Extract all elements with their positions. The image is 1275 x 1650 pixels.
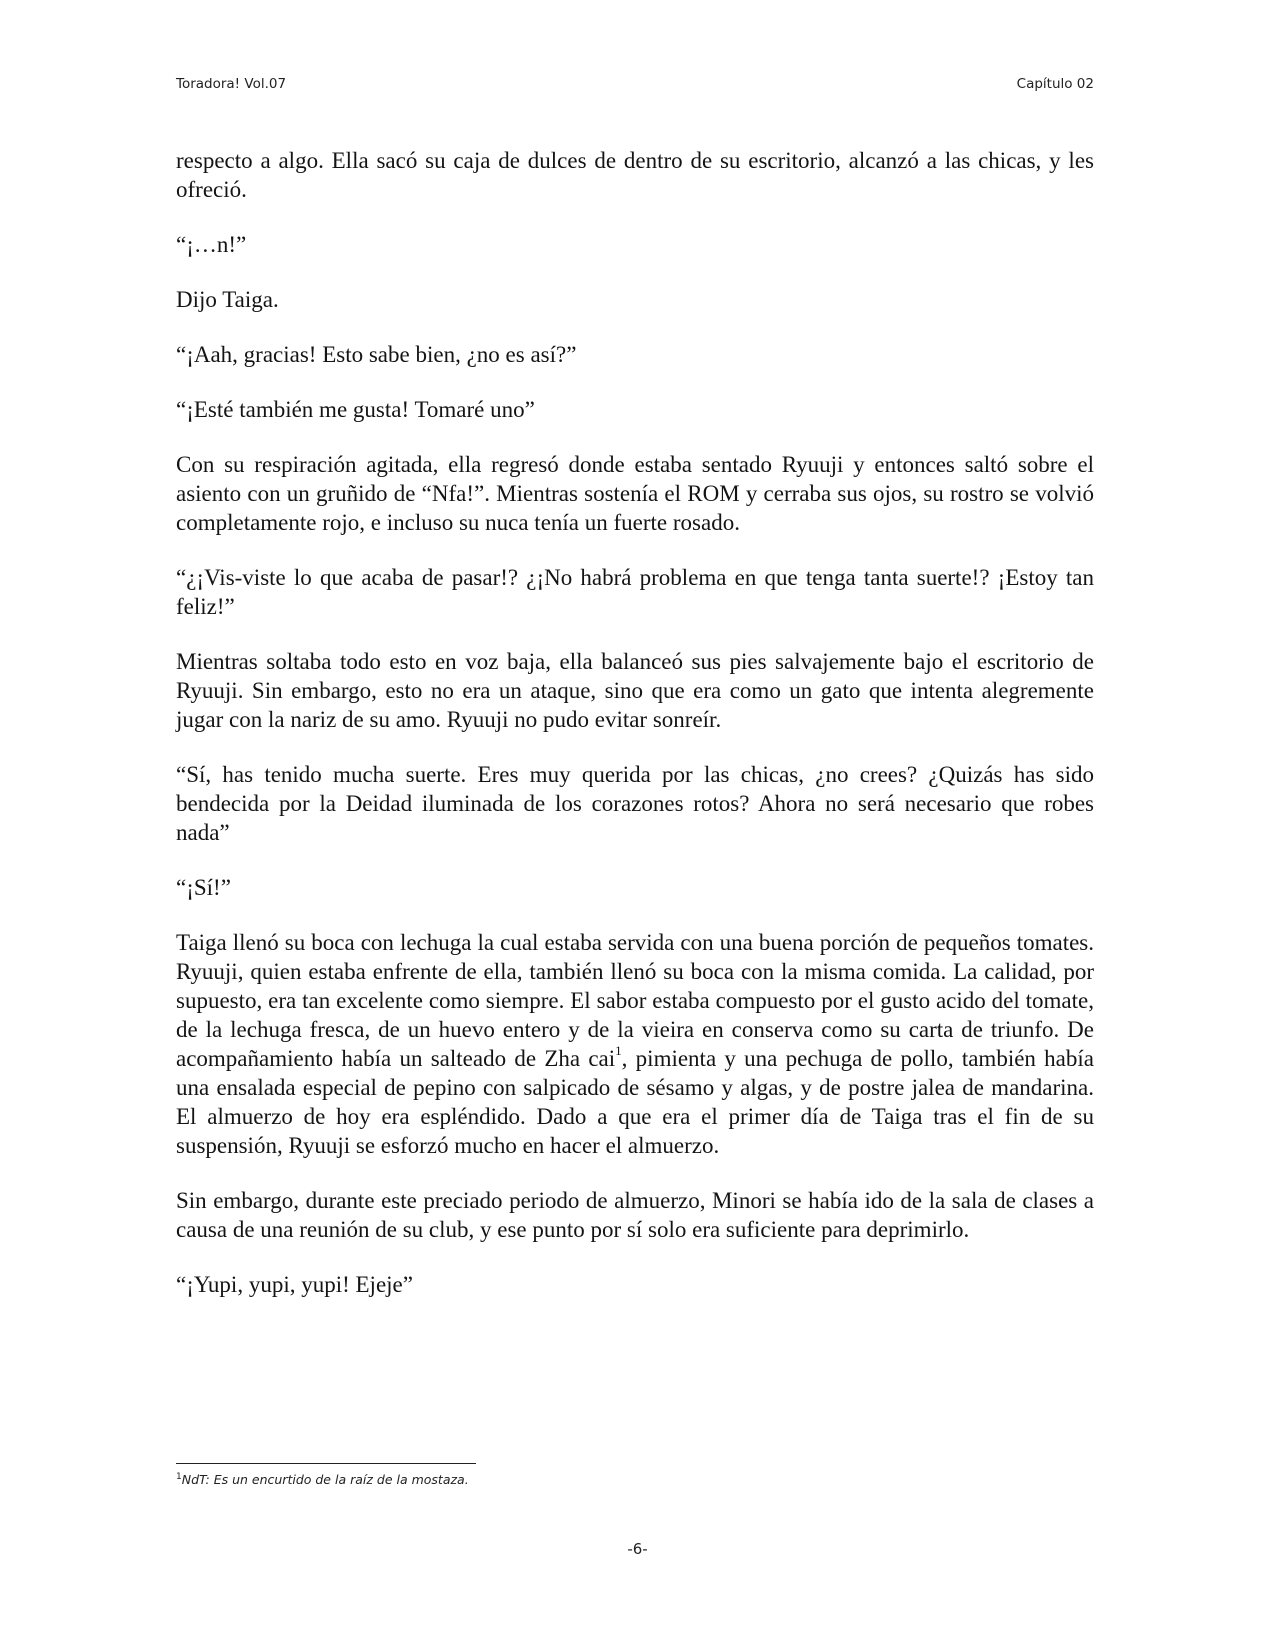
- footnote-separator: [176, 1463, 476, 1464]
- footnote-reference[interactable]: 1: [615, 1043, 622, 1059]
- footnote-text: NdT: Es un encurtido de la raíz de la mostaza.: [181, 1472, 469, 1488]
- paragraph: Dijo Taiga.: [176, 287, 279, 312]
- footnote: [176, 1472, 469, 1487]
- paragraph: Mientras soltaba todo esto en voz baja, ella balanceó sus pies salvajemente bajo el escritorio de Ryuuji. Sin embargo, esto no era un ataque, sino que era como un gato que intenta alegremente jugar con la nariz de su amo. Ryuuji no pudo evitar sonreír.: [176, 649, 1094, 732]
- paragraph: Sin embargo, durante este preciado periodo de almuerzo, Minori se había ido de la sala de clases a causa de una reunión de su club, y ese punto por sí solo era suficiente para deprimirlo.: [176, 1188, 1094, 1242]
- header-chapter: Capítulo 02: [1016, 76, 1094, 92]
- footnote-marker: 1: [176, 1472, 182, 1482]
- running-header: [176, 76, 1094, 92]
- paragraph: “¡…n!”: [176, 232, 247, 257]
- body-text: [176, 146, 1094, 1325]
- paragraph: respecto a algo. Ella sacó su caja de dulces de dentro de su escritorio, alcanzó a las chicas, y les ofreció.: [176, 148, 1094, 202]
- paragraph: “¡Yupi, yupi, yupi! Ejeje”: [176, 1272, 413, 1297]
- paragraph-text-after-note: , pimienta y una pechuga de pollo, también había una ensalada especial de pepino con salpicado de sésamo y algas, y de postre jalea de mandarina. El almuerzo de hoy era espléndido. Dado a que era el primer día de Taiga tras el fin de su suspensión, Ryuuji se esforzó mucho en hacer el almuerzo.: [176, 1046, 1094, 1158]
- page-number: -6-: [627, 1540, 648, 1558]
- paragraph: “¡Esté también me gusta! Tomaré uno”: [176, 397, 535, 422]
- header-book-title: Toradora! Vol.07: [176, 76, 287, 92]
- paragraph: “¿¡Vis-viste lo que acaba de pasar!? ¿¡No habrá problema en que tenga tanta suerte!? ¡Estoy tan feliz!”: [176, 565, 1094, 619]
- paragraph: “Sí, has tenido mucha suerte. Eres muy querida por las chicas, ¿no crees? ¿Quizás has sido bendecida por la Deidad iluminada de los corazones rotos? Ahora no será necesario que robes nada”: [176, 762, 1094, 845]
- paragraph-with-footnote: [176, 928, 1094, 1160]
- paragraph: “¡Aah, gracias! Esto sabe bien, ¿no es así?”: [176, 342, 577, 367]
- paragraph-text-before-note: Taiga llenó su boca con lechuga la cual estaba servida con una buena porción de pequeños tomates. Ryuuji, quien estaba enfrente de ella, también llenó su boca con la misma comida. La calidad, por supuesto, era tan excelente como siempre. El sabor estaba compuesto por el gusto acido del tomate, de la lechuga fresca, de un huevo entero y de la vieira en conserva como su carta de triunfo. De acompañamiento había un salteado de Zha cai: [176, 930, 1094, 1071]
- paragraph: “¡Sí!”: [176, 875, 231, 900]
- paragraph: Con su respiración agitada, ella regresó donde estaba sentado Ryuuji y entonces saltó sobre el asiento con un gruñido de “Nfa!”. Mientras sostenía el ROM y cerraba sus ojos, su rostro se volvió completamente rojo, e incluso su nuca tenía un fuerte rosado.: [176, 452, 1094, 535]
